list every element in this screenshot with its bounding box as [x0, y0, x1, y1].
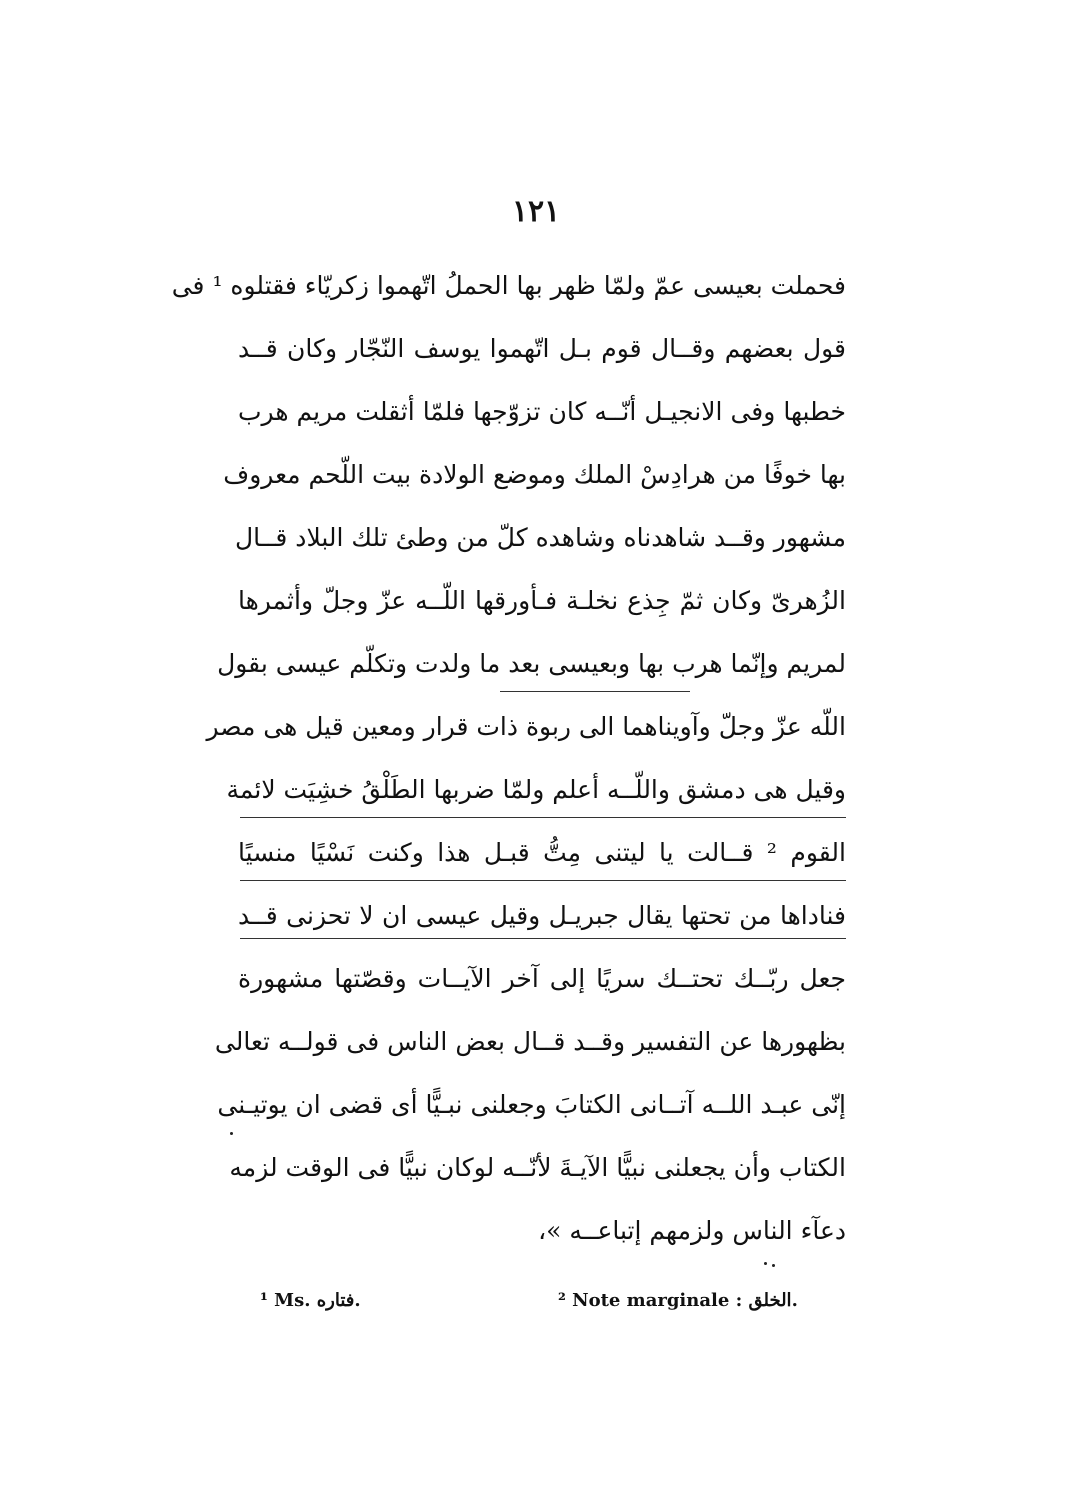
- pencil-underline: [240, 938, 846, 939]
- footnote-2: ² Note marginale : الخلق.: [558, 1290, 798, 1311]
- text-line: بظهورها عن التفسير وقــد قــال بعض الناس فى قولــه تعالى: [214, 1027, 846, 1056]
- text-line: وقيل هى دمشق واللّــه أعلم ولمّا ضربها الطَلْقُ خشِيَت لائمة: [226, 775, 846, 804]
- pencil-underline: [500, 691, 690, 692]
- text-line: فناداها من تحتها يقال جبريـل وقيل عيسى ان لا تحزنى قــد: [238, 901, 846, 930]
- text-line: خطبها وفى الانجيـل أنّــه كان تزوّجها فلمّا أثقلت مريم هرب: [238, 397, 846, 426]
- text-line: بها خوفًا من هرادِسْ الملك وموضع الولادة بيت اللّحم معروف: [223, 460, 846, 489]
- stray-mark: [230, 1132, 233, 1135]
- stray-mark: [772, 1264, 775, 1267]
- pencil-underline: [240, 817, 846, 818]
- footnotes: [0, 1286, 1072, 1316]
- text-line: قول بعضهم وقــال قوم بـل اتّهموا يوسف النّجّار وكان قــد: [238, 334, 846, 363]
- pencil-underline: [240, 880, 846, 881]
- text-line: مشهور وقــد شاهدناه وشاهده كلّ من وطئ تلك البلاد قــال: [234, 523, 846, 552]
- text-line: الكتاب وأن يجعلنى نبيًّا الآيـةَ لأنّــه لوكان نبيًّا فى الوقت لزمه: [229, 1153, 846, 1182]
- text-line: جعل ربّــك تحتــك سريًا إلى آخر الآيــات وقصّتها مشهورة: [238, 964, 846, 993]
- text-line: دعآء الناس ولزمهم إتباعــه »،: [538, 1216, 846, 1245]
- text-line: فحملت بعيسى عمّ ولمّا ظهر بها الحملُ اتّهموا زكريّاء فقتلوه ¹ فى: [171, 271, 846, 300]
- text-line: لمريم وإنّما هرب بها وبعيسى بعد ما ولدت وتكلّم عيسى بقول: [217, 649, 846, 678]
- main-text: [171, 258, 846, 1266]
- page-number: ١٢١: [511, 194, 561, 229]
- text-line: الزُهرىّ وكان ثمّ جِذع نخلـة فـأورقها اللّــه عزّ وجلّ وأثمرها: [238, 586, 846, 615]
- text-line: إنّى عبـد اللــه آتــانى الكتابَ وجعلنى نبـيًّا أى قضى ان يوتيـنى: [217, 1090, 846, 1119]
- stray-mark: [764, 1262, 767, 1265]
- text-line: اللّه عزّ وجلّ وآويناهما الى ربوة ذات قرار ومعين قيل هى مصر: [206, 712, 846, 741]
- text-line: القوم ² قــالت يا ليتنى مِتُّ قبـل هذا وكنت نَسْيًا منسيًا: [238, 838, 846, 867]
- footnote-1: ¹ Ms. فتاره.: [260, 1290, 361, 1311]
